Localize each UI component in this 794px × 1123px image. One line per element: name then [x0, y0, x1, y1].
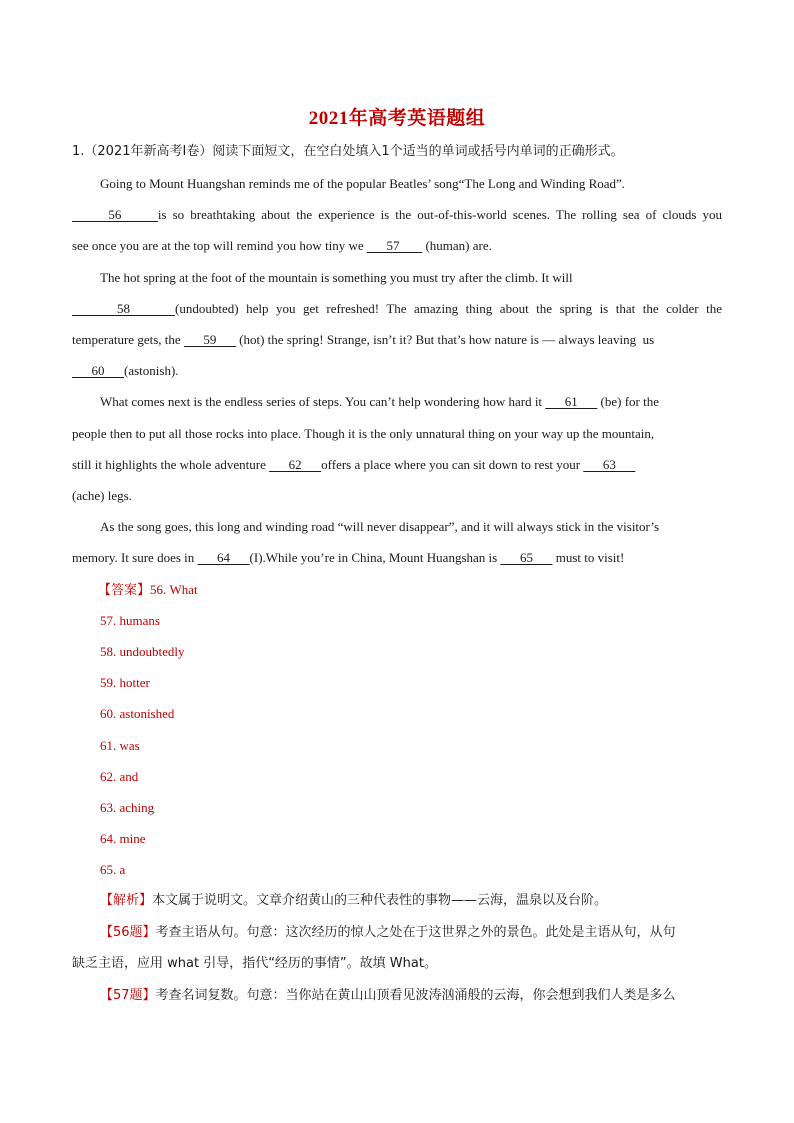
passage-text: still it highlights the whole adventure — [72, 457, 270, 472]
passage-text: What comes next is the endless series of steps. You can’t help wondering how hard it — [100, 394, 546, 409]
passage-text: offers a place where you can sit down to rest your — [321, 457, 584, 472]
answer-item: 58. undoubtedly — [100, 644, 185, 659]
analysis-line — [100, 892, 722, 910]
answer-item: 57. humans — [100, 613, 160, 628]
passage-text: is so breathtaking about the experience is the out-of-this-world scenes. The rolling sea of clouds you — [157, 207, 723, 222]
passage-text: (undoubted) help you get refreshed! The amazing thing about the spring is that the colder the — [175, 301, 722, 316]
passage-line — [72, 456, 722, 474]
passage-line: The hot spring at the foot of the mountain is something you must try after the climb. It will — [100, 270, 573, 285]
blank-57[interactable]: 57 — [366, 238, 423, 253]
blank-56[interactable]: 56 — [72, 207, 158, 222]
passage-text: (I).While you’re in China, Mount Huangshan is — [249, 550, 501, 565]
blank-60[interactable]: 60 — [72, 363, 124, 378]
analysis-line: 缺乏主语，应用 what 引导，指代“经历的事情”。故填 What。 — [72, 956, 437, 971]
blank-59[interactable]: 59 — [183, 332, 236, 347]
q56-label: 【56题】 — [100, 925, 156, 940]
blank-58[interactable]: 58 — [72, 301, 176, 316]
passage-line: Going to Mount Huangshan reminds me of the popular Beatles’ song“The Long and Winding Road”. — [100, 176, 626, 191]
passage-text: temperature gets, the — [72, 332, 184, 347]
answer-first — [100, 581, 198, 600]
passage-text: see once you are at the top will remind you how tiny we — [72, 238, 367, 253]
analysis-text: 本文属于说明文。文章介绍黄山的三种代表性的事物——云海，温泉以及台阶。 — [152, 893, 608, 908]
passage-line: (ache) legs. — [72, 488, 132, 503]
passage-line — [72, 300, 722, 318]
answer-item: 62. and — [100, 769, 139, 784]
passage-line: As the song goes, this long and winding road “will never disappear”, and it will always stick in the visitor’s — [100, 519, 660, 534]
q57-label: 【57题】 — [100, 988, 156, 1003]
passage-text: (astonish). — [124, 363, 179, 378]
answer-label: 【答案】 — [98, 583, 151, 598]
blank-65[interactable]: 65 — [500, 550, 553, 565]
passage-line — [72, 362, 722, 380]
blank-63[interactable]: 63 — [583, 457, 636, 472]
passage-line — [72, 549, 722, 567]
passage-line — [72, 237, 722, 255]
passage-text: (hot) the spring! Strange, isn’t it? But that’s how nature is — always leaving us — [235, 332, 655, 347]
answer-item: 59. hotter — [100, 675, 150, 690]
passage-line — [100, 393, 722, 411]
analysis-text: 考查名词复数。句意：当你站在黄山山顶看见波涛汹涌般的云海，你会想到我们人类是多么 — [155, 988, 676, 1003]
passage-line — [72, 331, 722, 349]
passage-line — [72, 206, 722, 224]
passage-text: (human) are. — [422, 238, 492, 253]
question-intro: 1.（2021年新高考I卷）阅读下面短文，在空白处填入1个适当的单词或括号内单词的正确形式。 — [72, 144, 624, 159]
analysis-line — [100, 987, 722, 1005]
analysis-text: 考查主语从句。句意：这次经历的惊人之处在于这世界之外的景色。此处是主语从句，从句 — [155, 925, 676, 940]
answer-item: 64. mine — [100, 831, 146, 846]
analysis-line — [100, 924, 722, 942]
blank-64[interactable]: 64 — [197, 550, 250, 565]
answer-item: 63. aching — [100, 800, 155, 815]
answer-item: 65. a — [100, 862, 126, 877]
answer-item: 56. What — [150, 582, 198, 597]
page-title: 2021年高考英语题组 — [308, 108, 486, 129]
analysis-label: 【解析】 — [100, 893, 153, 908]
answer-item: 61. was — [100, 738, 140, 753]
answer-item: 60. astonished — [100, 706, 175, 721]
passage-text: memory. It sure does in — [72, 550, 198, 565]
passage-line: people then to put all those rocks into place. Though it is the only unnatural thing on your way up the mountain, — [72, 426, 655, 441]
passage-text: (be) for the — [597, 394, 660, 409]
blank-61[interactable]: 61 — [545, 394, 598, 409]
passage-text: must to visit! — [552, 550, 625, 565]
blank-62[interactable]: 62 — [269, 457, 322, 472]
